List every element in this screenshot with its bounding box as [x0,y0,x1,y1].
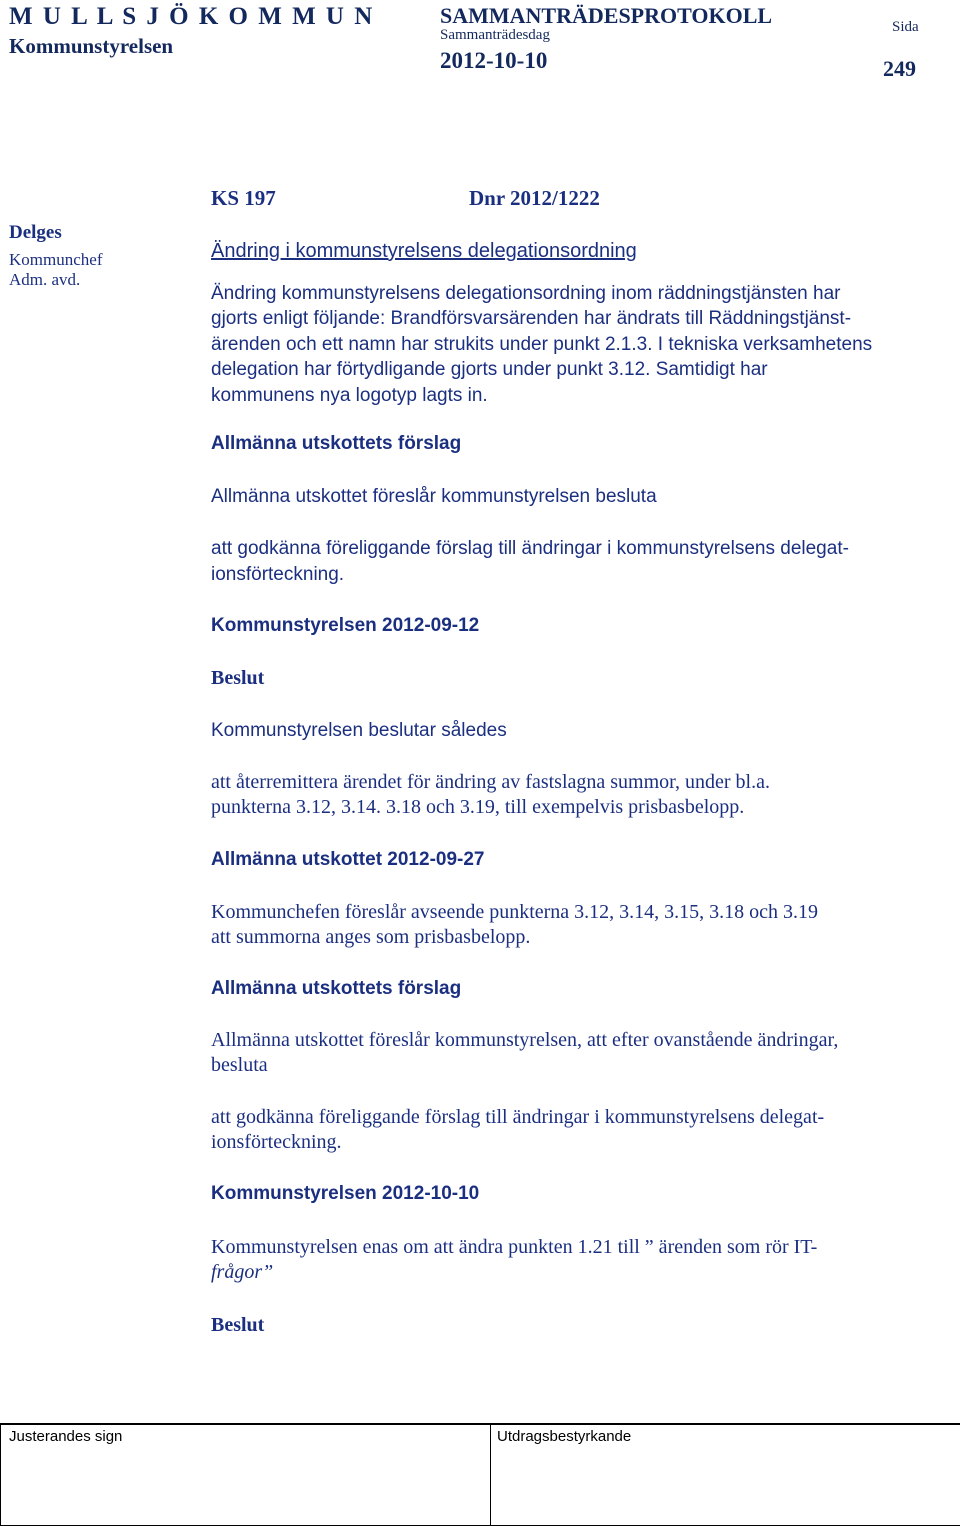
case-number: KS 197 [211,186,276,210]
att-line: att godkänna föreliggande förslag till ändringar i kommunstyrelsens delegat- [211,1106,825,1128]
att-line: att återremittera ärendet för ändring av fastslagna summor, under bl.a. [211,771,770,793]
section-text: att summorna anges som prisbasbelopp. [211,925,531,948]
intro-line: Ändring kommunstyrelsens delegationsordning inom räddningstjänsten har [211,282,841,304]
att-line: ionsförteckning. [211,1131,342,1153]
distribution-sidebar [9,222,102,290]
case-header [211,186,936,211]
meeting-day-label: Sammanträdesdag [440,27,550,43]
section-text: frågor” [211,1260,274,1283]
intro-line: delegation har förtydligande gjorts under punkt 3.12. Samtidigt har [211,359,768,380]
att-line: att godkänna föreliggande förslag till ändringar i kommunstyrelsens delegat- [211,538,849,559]
section-text: Allmänna utskottet föreslår kommunstyrelsen besluta [211,485,657,507]
section-text: Allmänna utskottet föreslår kommunstyrelsen, att efter ovanstående ändringar, [211,1029,839,1051]
recipient-item: Adm. avd. [9,270,81,289]
page-label: Sida [892,19,919,35]
signature-box-justerandes [0,1425,491,1526]
signature-label: Utdragsbestyrkande [497,1428,632,1445]
section-text: Kommunstyrelsen enas om att ändra punkten 1.21 till ” ärenden som rör IT- [211,1235,818,1258]
case-content [211,186,936,1338]
decision-heading: Beslut [211,1313,265,1336]
section-heading: Kommunstyrelsen 2012-10-10 [211,1183,480,1204]
intro-line: gjorts enligt följande: Brandförsvarsärenden har ändrats till Räddningstjänst- [211,308,852,329]
signature-label: Justerandes sign [9,1428,123,1445]
municipality-name: M U L L S J Ö K O M M U N [9,3,375,30]
att-line: punkterna 3.12, 3.14. 3.18 och 3.19, till exempelvis prisbasbelopp. [211,796,745,818]
intro-line: kommunens nya logotyp lagts in. [211,384,488,406]
section-heading: Kommunstyrelsen 2012-09-12 [211,615,480,636]
intro-paragraph [211,281,936,409]
board-name: Kommunstyrelsen [9,34,174,58]
case-dnr: Dnr 2012/1222 [469,186,600,210]
intro-line: ärenden och ett namn har strukits under punkt 2.1.3. I tekniska verksamhetens [211,333,873,355]
recipient-item: Kommunchef [9,250,103,269]
distribution-heading: Delges [9,222,62,243]
protocol-title: SAMMANTRÄDESPROTOKOLL [440,3,773,28]
page-number: 249 [883,56,916,81]
signature-box-utdrag [489,1425,960,1526]
section-heading: Allmänna utskottet 2012-09-27 [211,849,485,870]
section-text: Kommunstyrelsen beslutar således [211,719,507,741]
section-heading: Allmänna utskottets förslag [211,433,462,454]
decision-heading: Beslut [211,666,265,689]
section-text: Kommunchefen föreslår avseende punkterna 3.12, 3.14, 3.15, 3.18 och 3.19 [211,900,819,923]
case-title: Ändring i kommunstyrelsens delegationsordning [211,240,637,262]
section-heading: Allmänna utskottets förslag [211,977,462,999]
section-text: besluta [211,1054,268,1076]
att-line: ionsförteckning. [211,563,345,585]
meeting-date: 2012-10-10 [440,48,548,73]
